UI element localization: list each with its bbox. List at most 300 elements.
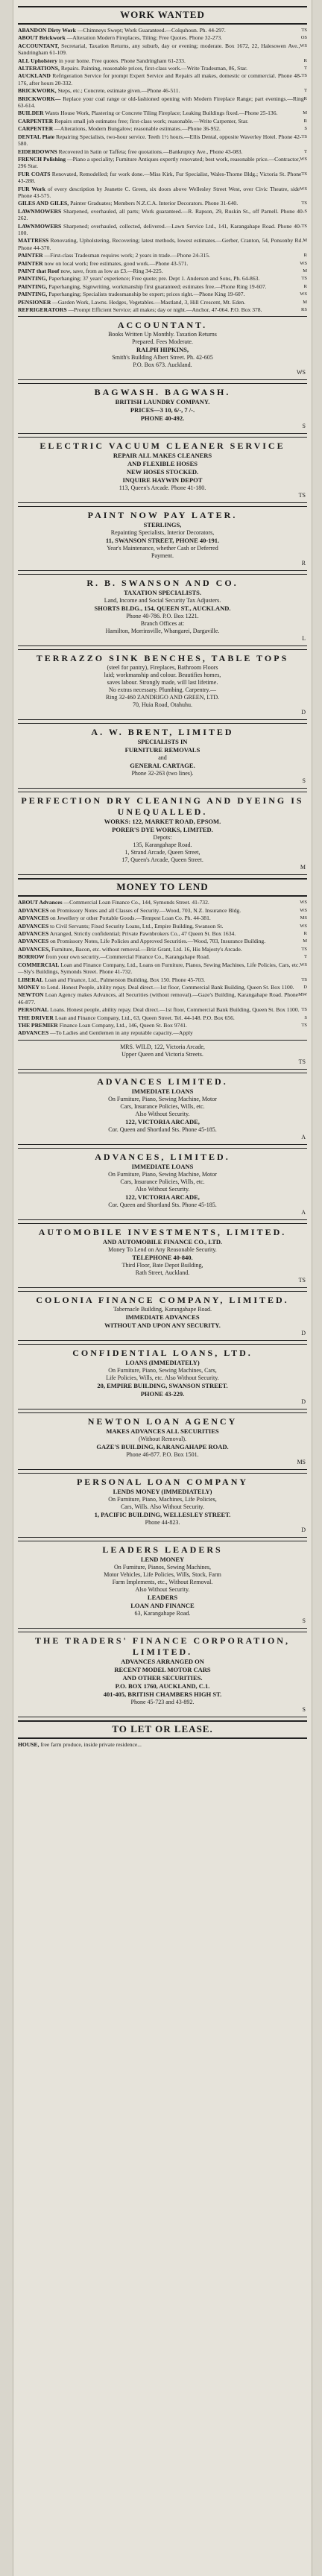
display-ad-line: Upper Queen and Victoria Streets. xyxy=(121,1050,203,1058)
ad-text: Renovating, Upholstering, Recovering; latest methods, lowest estimates.—Gerber, Cranton, 54, Ponsonby Rd. Phone 44-370. xyxy=(18,237,303,251)
ad-text: Replace your coal range or old-fashioned opening with Modern Fireplace Range; part evenings.—Ring 63-614. xyxy=(18,95,304,110)
ad-code: TS xyxy=(301,73,307,79)
ad-code: M xyxy=(303,110,307,116)
ad-code: WS xyxy=(300,156,307,162)
classified-ad xyxy=(18,268,307,274)
display-ads xyxy=(18,316,307,875)
ad-code: TS xyxy=(301,28,307,33)
ad-code: D xyxy=(303,984,307,990)
ad-code: D xyxy=(301,1526,306,1533)
ad-lead: EIDERDOWNS xyxy=(18,148,57,155)
display-ad xyxy=(18,1148,307,1220)
display-ad-line: MAKES ADVANCES ALL SECURITIES xyxy=(106,1427,219,1435)
to-let-heading: TO LET OR LEASE. xyxy=(18,1720,307,1739)
ad-code: WS xyxy=(300,291,307,297)
display-ad-title: THE TRADERS' FINANCE CORPORATION, LIMITED. xyxy=(35,1635,290,1657)
display-ad xyxy=(18,506,307,571)
ad-code: TS xyxy=(301,1022,307,1028)
display-ad-line: Life Policies, Wills, etc. Also Without Security. xyxy=(106,1374,219,1381)
display-ad-line: No extras necessary. Plumbing. Carpentry.— xyxy=(108,686,217,694)
ad-lead: THE PREMIER xyxy=(18,1021,58,1029)
display-ad-line: IMMEDIATE ADVANCES xyxy=(125,1313,200,1321)
ad-code: TS xyxy=(301,946,307,952)
ad-code: M xyxy=(303,268,307,274)
classified-ad xyxy=(18,200,307,206)
display-ad xyxy=(18,649,307,720)
display-ad-line: IMMEDIATE LOANS xyxy=(131,1162,194,1170)
ad-code: WS xyxy=(300,42,307,48)
classified-ad xyxy=(18,34,307,41)
display-ad-line: PHONE 40-492. xyxy=(140,414,185,423)
display-ad-line: P.O. Box 673. Auckland. xyxy=(133,362,192,369)
ad-text: Sharpened; overhauled, collected, delivered.—Lawn Service Ltd., 141, Karangahape Road. Phone 40-100. xyxy=(18,222,302,236)
classified-ad xyxy=(18,283,307,290)
ad-lead: BRICKWORK, xyxy=(18,87,57,95)
classified-ad xyxy=(18,72,307,86)
display-ad-line: FURNITURE REMOVALS xyxy=(124,746,201,754)
display-ad-line: Third Floor, Bate Depot Building, xyxy=(121,1261,203,1269)
ad-code: TS xyxy=(298,1276,306,1284)
ad-text: Loan and Finance Company, Ltd., Loans on Furniture, Pianos, Sewing Machines, Life Policies, Cars, etc.—Sly's Buildings, Symonds Street. Phone 41-732. xyxy=(18,961,300,976)
display-ad-line: saves labour. Strongly made, will last lifetime. xyxy=(107,679,218,686)
ad-lead: PAINT that Roof xyxy=(18,268,60,274)
display-ad-line: LOAN AND FINANCE xyxy=(130,1601,195,1609)
ad-text: —Chimneys Swept; Work Guaranteed.—Colquhoun. Ph. 44-297. xyxy=(77,27,226,34)
display-ad-line: GENERAL CARTAGE. xyxy=(130,762,195,770)
classified-ad xyxy=(18,899,307,906)
ad-code: R xyxy=(303,95,307,101)
display-ad-title: NEWTON LOAN AGENCY xyxy=(87,1415,238,1427)
display-ad-line: STERLINGS, xyxy=(143,521,182,529)
classified-ad xyxy=(18,57,307,64)
classified-ad xyxy=(18,907,307,914)
ad-lead: CARPENTER xyxy=(18,117,54,124)
display-ad-line: Hamilton, Morrinsville, Whangarei, Dargaville. xyxy=(105,628,220,635)
ad-text: Paperhanging, Signwriting, workmanship first guaranteed; estimates free.—Phone Ring 19-607. xyxy=(48,282,267,290)
display-ad-line: RALPH HIPKINS, xyxy=(136,346,189,354)
ad-code: TS xyxy=(301,201,307,206)
ad-code: A xyxy=(301,1208,306,1216)
ad-lead: ADVANCES xyxy=(18,938,49,945)
display-ad-line: TELEPHONE 40-840. xyxy=(132,1253,193,1261)
display-ad-line: 1, Strand Arcade, Queen Street, xyxy=(124,849,201,856)
display-ad xyxy=(18,1040,307,1070)
display-ad-line: PRICES—3 10, 6/-, 7 /-. xyxy=(130,406,195,414)
display-ad-line: 63, Karangahape Road. xyxy=(134,1609,191,1617)
display-ad-title: PERSONAL LOAN COMPANY xyxy=(76,1476,249,1487)
classified-ad xyxy=(18,156,307,170)
display-ad-line: Also Without Security. xyxy=(135,1585,190,1593)
ad-lead: PAINTING, xyxy=(18,275,48,282)
ad-lead: LIBERAL xyxy=(18,976,44,983)
display-ad xyxy=(18,383,307,434)
display-ad-line: 122, VICTORIA ARCADE, xyxy=(125,1117,200,1126)
ad-code: R xyxy=(303,253,307,259)
classified-ad xyxy=(18,237,307,251)
money-to-lend-ads xyxy=(18,899,307,1036)
display-ad-line: LENDS MONEY (IMMEDIATELY) xyxy=(113,1487,212,1495)
ad-code: T xyxy=(304,148,307,154)
ad-code: M xyxy=(303,238,307,244)
display-ad xyxy=(18,1412,307,1470)
display-ad-line: Also Without Security. xyxy=(135,1185,190,1193)
ad-lead: MATTRESS xyxy=(18,237,49,244)
ad-code: T xyxy=(304,88,307,94)
display-ad-line: WORKS: 122, MARKET ROAD, EPSOM. xyxy=(104,818,221,826)
display-ad-title: A. W. BRENT, LIMITED xyxy=(91,727,234,738)
money-to-lend-heading: MONEY TO LEND xyxy=(18,878,307,897)
display-ad xyxy=(18,1073,307,1145)
display-ad-line: INQUIRE HAYWIN DEPOT xyxy=(122,476,203,484)
ad-code: WS xyxy=(297,369,306,376)
ad-lead: ADVANCES xyxy=(18,922,49,929)
display-ad-title: ADVANCES LIMITED. xyxy=(97,1076,228,1087)
display-ad-line: PORER'S DYE WORKS, LIMITED. xyxy=(112,826,213,834)
ad-code: D xyxy=(301,1398,306,1405)
classified-ad xyxy=(18,223,307,237)
ad-text: from your own security.—Commercial Finance Co., Karangahape Road. xyxy=(45,953,210,961)
ad-text: Paperhanging; 37 years' experience; Free quote; pre. Dept 1. Anderson and Sons, Ph. 64-863. xyxy=(48,275,260,282)
display-ad xyxy=(18,723,307,789)
ad-lead: PAINTING, xyxy=(18,291,48,298)
display-ad-line: 20, EMPIRE BUILDING, SWANSON STREET. xyxy=(97,1381,228,1389)
display-ad-line: Cor. Queen and Shortland Sts. Phone 45-185. xyxy=(108,1126,217,1133)
classified-ad xyxy=(18,1006,307,1013)
ad-lead: GILES AND GILES, xyxy=(18,200,69,207)
display-ad-line: REPAIR ALL MAKES CLEANERS xyxy=(113,452,212,460)
ad-lead: PENSIONER xyxy=(18,298,51,306)
ad-code: WS xyxy=(300,962,307,967)
ad-code: TS xyxy=(301,976,307,982)
ad-text: Painter Graduates; Members N.Z.C.A. Interior Decorators. Phone 31-640. xyxy=(70,200,239,207)
ad-text: —Garden Work, Lawns. Hedges, Vegetables.—Mastland, 3, Hill Crescent, Mt. Eden. xyxy=(52,298,246,306)
ad-text: on Promissory Notes and all Classes of Security.—Wood, 703, N.Z. Insurance Bldg. xyxy=(50,906,242,914)
ad-code: A xyxy=(301,1133,306,1140)
classified-ad xyxy=(18,65,307,72)
ad-lead: ALTERATIONS, xyxy=(18,65,60,72)
display-ad-line: Smith's Building Albert Street. Ph. 42-605 xyxy=(112,354,213,362)
display-ad-line: AND AUTOMOBILE FINANCE CO., LTD. xyxy=(102,1237,223,1246)
classified-ad xyxy=(18,95,307,110)
ad-lead: THE DRIVER xyxy=(18,1014,54,1021)
money-display-ads xyxy=(18,1040,307,1717)
ad-code: S xyxy=(304,208,307,214)
classified-ad xyxy=(18,946,307,953)
ad-text: now, save, from as low as £3.—Ring 34-225. xyxy=(60,268,163,274)
ad-lead: ADVANCES xyxy=(18,915,49,922)
display-ad xyxy=(18,1291,307,1341)
display-ad-line: Farm Implements, etc., Without Removal. xyxy=(112,1578,213,1585)
ad-lead: DENTAL Plate xyxy=(18,133,55,140)
display-ad xyxy=(18,1541,307,1629)
work-wanted-heading: WORK WANTED xyxy=(18,6,307,25)
display-ad-line: Cars, Wills. Also Without Security. xyxy=(120,1503,205,1510)
ad-lead: BUILDER xyxy=(18,110,44,117)
ad-code: S xyxy=(302,777,306,785)
display-ad-line: 122, VICTORIA ARCADE, xyxy=(125,1193,200,1201)
ad-lead: FUR Work xyxy=(18,185,45,192)
ad-text: —Prompt Efficient Service; all makes; day or night.—Anchor, 47-064. P.O. Box 378. xyxy=(68,306,262,314)
display-ad-line: Depots: xyxy=(153,834,172,842)
display-ad-line: On Furniture, Pianos, Sewing Machines, xyxy=(114,1563,211,1570)
display-ad-line: Phone 40-786. P.O. Box 1221. xyxy=(126,613,199,620)
ad-lead: LAWNMOWERS xyxy=(18,222,62,230)
ad-text: Repairs small job estimates free; first-class work; reasonable.—Write Carpenter, Star. xyxy=(54,117,249,124)
ad-code: S xyxy=(304,1014,307,1020)
classified-ad xyxy=(18,260,307,267)
display-ad-line: Payment. xyxy=(151,552,174,560)
ad-lead: ADVANCES xyxy=(18,930,49,938)
ad-code: M xyxy=(303,299,307,305)
display-ad-line: AND FLEXIBLE HOSES xyxy=(127,460,198,468)
display-ad-line: Rath Street, Auckland. xyxy=(135,1269,190,1276)
ad-code: TS xyxy=(301,171,307,177)
display-ad-line: 11, SWANSON STREET, PHONE 40-191. xyxy=(105,537,220,545)
classified-ad xyxy=(18,1022,307,1029)
display-ad-line: WITHOUT AND UPON ANY SECURITY. xyxy=(104,1321,221,1329)
ad-code: TS xyxy=(301,133,307,139)
display-ad-title: COLONIA FINANCE COMPANY, LIMITED. xyxy=(36,1294,289,1305)
display-ad-line: 135, Karangahape Road. xyxy=(133,842,192,849)
display-ad-line: MRS. WILD, 122, Victoria Arcade, xyxy=(120,1043,205,1050)
display-ad-line: BRITISH LAUNDRY COMPANY. xyxy=(115,398,210,406)
classified-ad xyxy=(18,133,307,148)
ad-code: R xyxy=(303,118,307,124)
classified-ad xyxy=(18,118,307,124)
display-ad-line: On Furniture, Piano, Sewing Machines, Cars, xyxy=(108,1366,217,1374)
ad-lead: ABANDON Dirty Work xyxy=(18,27,76,34)
ad-code: R xyxy=(303,931,307,937)
ad-text: Loans. Honest people, ability repay. Deal direct.—1st floor, Commercial Bank Building, Queen St. Box 1100. xyxy=(50,1006,300,1014)
ad-text: to Civil Servants; Fixed Security Loans, Ltd., Empire Building, Swanson St. xyxy=(50,922,224,929)
ad-lead: NEWTON xyxy=(18,991,44,999)
display-ad xyxy=(18,1473,307,1538)
ad-text: Finance Loan Company, Ltd., 146, Queen St. Box 9741. xyxy=(59,1021,187,1029)
ad-code: S xyxy=(302,1617,306,1624)
ad-code: S xyxy=(304,126,307,132)
classified-ad xyxy=(18,42,307,57)
ad-text: Loan Agency makes Advances, all Securities (without removal).—Gaze's Building, Karangahape Road. Phone 46-877. xyxy=(18,991,299,1006)
display-ad-line: LOANS (IMMEDIATELY) xyxy=(125,1358,200,1366)
display-ad-line: Ring 32-460 ZANDRIGO AND GREEN, LTD. xyxy=(105,694,220,701)
ad-lead: BORROW xyxy=(18,953,45,961)
ad-text: Sharpened, overhauled, all parts; Work guaranteed.—R. Rapson, 29, Ruskin St., off Parnell. Phone 40-262. xyxy=(18,207,305,222)
ad-code: D xyxy=(301,1329,306,1336)
display-ad xyxy=(18,574,307,646)
ad-text: Loan and Finance, Ltd., Palmerston Building, Box 150. Phone 45-703. xyxy=(45,976,206,983)
classified-ad xyxy=(18,252,307,259)
ad-code: M xyxy=(300,864,306,871)
classified-ad xyxy=(18,299,307,306)
classified-ad xyxy=(18,976,307,983)
ad-text: Steps, etc.; Concrete, estimate given.—Phone 46-511. xyxy=(57,87,180,95)
display-ad-line: ADVANCES ARRANGED ON xyxy=(121,1657,204,1665)
ad-text: Renovated, Remodelled; fur work done.—Miss Kirk, Fur Specialist, Wales-Thorne Bldg.; Victoria St. Phone 43-288. xyxy=(18,170,302,185)
display-ad-line: SPECIALISTS IN xyxy=(137,738,188,746)
classified-ad xyxy=(18,1029,307,1036)
ad-code: WS xyxy=(300,900,307,906)
ad-code: L xyxy=(302,635,306,643)
ad-text: —First-class Tradesman requires work; 2 years in trade.—Phone 24-315. xyxy=(44,252,210,259)
ad-text: Arranged, Strictly confidential; Private Pawnbrokers Co., 47 Queen St. Box 1634. xyxy=(49,930,236,938)
display-ad-line: 113, Queen's Arcade. Phone 41-180. xyxy=(119,484,206,492)
display-ad-title: ADVANCES, LIMITED. xyxy=(95,1151,230,1162)
ad-text: in your home. Free quotes. Phone Sandringham 61-233. xyxy=(58,57,186,64)
ad-code: TS xyxy=(301,276,307,282)
display-ad-line: Motor Vehicles, Life Policies, Wills, Stock, Farm xyxy=(104,1570,221,1578)
classified-ad xyxy=(18,110,307,116)
display-ad-line: Phone 45-723 and 43-892. xyxy=(130,1698,195,1705)
ad-text: —Piano a speciality; Furniture Antiques expertly renovated; best work, reasonable price.—Contractor, 296 Star. xyxy=(18,155,300,170)
ad-text: —Commercial Loan Finance Co., 144, Symonds Street. 41-732. xyxy=(63,899,209,906)
display-ad-line: On Furniture, Piano, Sewing Machine, Motor xyxy=(108,1095,217,1102)
ad-code: MW xyxy=(298,992,307,998)
classified-ad xyxy=(18,984,307,991)
ad-text: —To Ladies and Gentlemen in any reputable capacity.—Apply xyxy=(50,1029,193,1037)
ad-code: MS xyxy=(297,1458,306,1465)
ad-code: TS xyxy=(301,223,307,229)
ad-lead: MONEY xyxy=(18,983,40,991)
ad-code: R xyxy=(303,283,307,289)
display-ad xyxy=(18,1344,307,1409)
ad-lead: COMMERCIAL xyxy=(18,961,60,968)
classified-ad xyxy=(18,930,307,937)
display-ad-line: NEW HOSES STOCKED. xyxy=(126,468,199,476)
display-ad-title: ACCOUNTANT. xyxy=(117,320,208,331)
ad-lead: FUR COATS xyxy=(18,170,51,177)
ad-text: to Lend. Honest People, ability repay. Deal direct.—1st floor, Commercial Bank Building, Queen St. Box 1100. xyxy=(41,983,294,991)
display-ad-title: AUTOMOBILE INVESTMENTS, LIMITED. xyxy=(38,1226,287,1237)
ad-code: WS xyxy=(300,186,307,192)
display-ad-title: R. B. SWANSON AND CO. xyxy=(86,578,239,589)
display-ad-line: Cars, Insurance Policies, Wills, etc. xyxy=(120,1178,205,1185)
display-ad-line: Year's Maintenance, whether Cash or Deferred xyxy=(107,545,218,552)
display-ad-title: BAGWASH. BAGWASH. xyxy=(94,387,231,398)
ad-code: TS xyxy=(301,1007,307,1013)
display-ad-line: Also Without Security. xyxy=(135,1110,190,1117)
ad-text: now on local work; free estimates, good work.—Phone 43-571. xyxy=(44,259,189,267)
ad-lead: AUCKLAND xyxy=(18,72,51,80)
ad-text: Furniture, Bacon, etc. without removal.—Briz Grant, Ltd. 16, His Majesty's Arcade. xyxy=(51,945,242,953)
work-wanted-ads xyxy=(18,27,307,313)
display-ad-line: (steel for pantry), Fireplaces, Bathroom Floors xyxy=(107,664,218,672)
ad-text: Repairing Specialists, two-hour service. Teeth 1½ hours.—Ellis Dental, opposite Waverley Hotel. Phone 42-580. xyxy=(18,133,302,148)
display-ad-line: LEADERS xyxy=(147,1593,178,1601)
ad-text: Wants House Work, Plastering or Concrete Tiling Fireplace; Leaking Buildings fixed.—Phone 25-136. xyxy=(45,110,278,117)
classified-ad xyxy=(18,148,307,155)
display-ad xyxy=(18,792,307,875)
ad-code: TS xyxy=(298,1058,306,1065)
display-ad-line: Land, Income and Social Security Tax Adjusters. xyxy=(104,597,221,604)
display-ad-line: LEND MONEY xyxy=(140,1555,185,1563)
ad-lead: ALL Upholstery xyxy=(18,57,57,64)
ad-lead: ADVANCES xyxy=(18,906,49,914)
display-ad-line: On Furniture, Piano, Sewing Machine, Motor xyxy=(108,1170,217,1178)
display-ad-line: Cor. Queen and Shortland Sts. Phone 45-185. xyxy=(108,1201,217,1208)
display-ad-line: Prepared. Fees Moderate. xyxy=(132,338,193,346)
display-ad-line: PHONE 43-229. xyxy=(140,1389,185,1398)
ad-code: WS xyxy=(300,923,307,929)
ad-code: T xyxy=(304,66,307,72)
ad-text: Loan and Finance Company, Ltd., 63, Queen Street. Tel. 44-148. P.O. Box 656. xyxy=(54,1014,235,1021)
ad-text: Recovered in Satin or Taffeta; free quotations.—Bankruptcy Ave., Phone 43-083. xyxy=(58,148,243,155)
display-ad-title: ELECTRIC VACUUM CLEANER SERVICE xyxy=(40,441,285,452)
classified-ad xyxy=(18,186,307,200)
classified-ad xyxy=(18,87,307,94)
ad-lead: ADVANCES, xyxy=(18,945,51,953)
display-ad-line: On Furniture, Piano, Machines, Life Policies, xyxy=(108,1495,217,1503)
ad-code: R xyxy=(303,57,307,63)
display-ad-line: Repainting Specialists, Interior Decorators, xyxy=(110,529,215,537)
display-ad-line: 401-405, BRITISH CHAMBERS HIGH ST. xyxy=(103,1690,222,1698)
classified-ad: HOUSE, free farm produce, inside private residence... xyxy=(18,1740,142,1748)
ad-code: D xyxy=(301,709,306,716)
ad-code: RS xyxy=(301,307,307,313)
ad-lead: PAINTER xyxy=(18,259,43,267)
ad-text: —Alterations, Modern Bungalow; reasonable estimates.—Phone 36-952. xyxy=(54,125,221,133)
display-ad-line: AND OTHER SECURITIES. xyxy=(122,1673,203,1682)
display-ad-line: GAZE'S BUILDING, KARANGAHAPE ROAD. xyxy=(96,1442,229,1450)
ad-text: on Promissory Notes, Life Policies and Approved Securities.—Wood, 703, Insurance Building. xyxy=(50,938,266,945)
display-ad-line: Phone 44-823. xyxy=(145,1518,180,1526)
classified-ad xyxy=(18,991,307,1006)
classified-ad xyxy=(18,27,307,34)
newspaper-page xyxy=(13,0,312,2576)
ad-code: OS xyxy=(300,35,307,41)
ad-lead: ABOUT Advances xyxy=(18,899,63,906)
ad-text: Paperhanging; Specialists tradesmanship be expert; prices right.—Phone King 19-607. xyxy=(48,291,245,298)
ad-lead: LAWNMOWERS xyxy=(18,207,62,215)
ad-code: MS xyxy=(300,915,307,921)
classified-ad xyxy=(18,306,307,313)
ad-text: on Jewellery or other Portable Goods.—Tempest Loan Co. Ph. 44-381. xyxy=(50,915,211,922)
ad-lead: FRENCH Polishing xyxy=(18,155,66,162)
display-ad-line: Phone 32-263 (two lines). xyxy=(131,770,194,777)
display-ad-line: Phone 46-877. P.O. Box 1501. xyxy=(126,1450,199,1458)
display-ad-title: TERRAZZO SINK BENCHES, TABLE TOPS xyxy=(36,653,289,664)
display-ad-line: Money To Lend on Any Reasonable Security. xyxy=(108,1246,217,1253)
display-ad-line: IMMEDIATE LOANS xyxy=(131,1087,194,1095)
display-ad-line: 70, Huia Road, Otahuhu. xyxy=(133,701,192,709)
ad-lead: REFRIGERATORS xyxy=(18,306,67,314)
classified-ad xyxy=(18,962,307,976)
classified-ad xyxy=(18,208,307,222)
classified-ad xyxy=(18,291,307,297)
display-ad-title: CONFIDENTIAL LOANS, LTD. xyxy=(72,1347,253,1358)
display-ad-title: PAINT NOW PAY LATER. xyxy=(87,510,238,521)
display-ad-line: Books Written Up Monthly. Taxation Returns xyxy=(108,331,217,338)
ad-lead: PAINTING, xyxy=(18,282,48,290)
display-ad-line: P.O. BOX 1760, AUCKLAND, C.1. xyxy=(115,1682,210,1690)
ad-text: —Alteration Modern Fireplaces, Tiling; Free Quotes. Phone 32-273. xyxy=(66,34,223,42)
ad-code: S xyxy=(302,423,306,430)
classified-ad xyxy=(18,953,307,960)
ad-text: of every description by Jeanette C. Green, six doors above Wellesley Street West, over Civic Theatre, side Phone 43-575. xyxy=(18,185,300,199)
classified-ad xyxy=(18,915,307,921)
ad-code: R xyxy=(301,560,306,567)
display-ad xyxy=(18,1223,307,1288)
classified-ad xyxy=(18,938,307,944)
classified-ad xyxy=(18,125,307,132)
ad-code: WS xyxy=(300,260,307,266)
ad-lead: ABOUT Brickwork xyxy=(18,34,66,42)
display-ad xyxy=(18,1632,307,1717)
ad-code: WS xyxy=(300,907,307,913)
ad-code: M xyxy=(303,938,307,944)
display-ad-line: laid; workmanship and colour. Beautifies homes, xyxy=(104,672,221,679)
display-ad-line: RECENT MODEL MOTOR CARS xyxy=(114,1665,211,1673)
display-ad xyxy=(18,437,307,503)
